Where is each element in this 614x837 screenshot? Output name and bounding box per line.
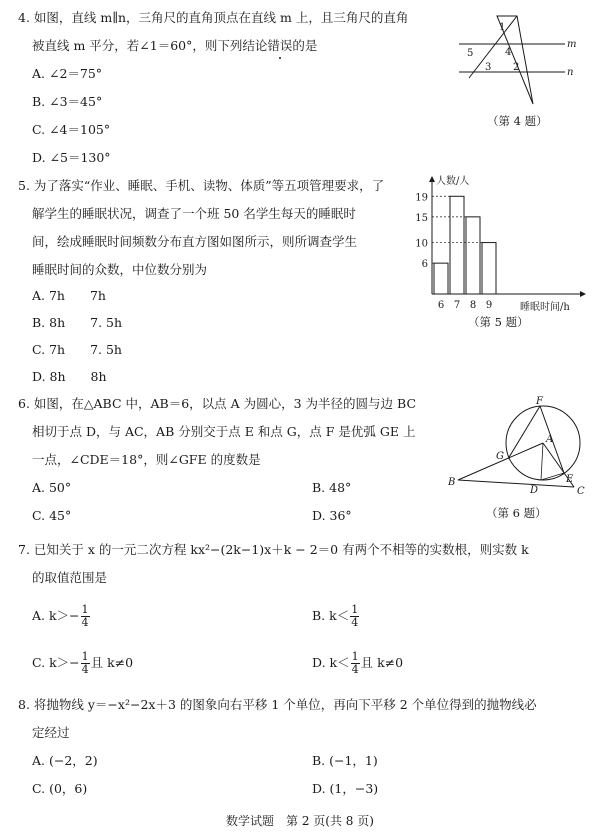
q4-caption: （第 4 题）: [487, 114, 548, 128]
y-axis-arrow: [429, 176, 435, 182]
q6-label-f: F: [536, 396, 543, 407]
q5-stem-line2: 解学生的睡眠状况，调查了一个班 50 名学生每天的睡眠时: [32, 206, 356, 221]
q7-option-b: [312, 603, 360, 629]
q7-b-denominator: 4: [351, 616, 359, 629]
q6-stem-line2: 相切于点 D，与 AC，AB 分别交于点 E 和点 G，点 F 是优弧 GE 上: [32, 424, 416, 439]
q4-angle-3: 3: [485, 62, 492, 73]
q6-stem-line3: 一点，∠CDE＝18°，则∠GFE 的度数是: [32, 452, 261, 467]
q4-angle-4: 4: [505, 47, 512, 58]
q5-option-a: A. 7h 7h: [32, 288, 106, 303]
q7-d-numerator: 1: [351, 650, 359, 663]
q4-stem-line1: 4. 如图，直线 m∥n，三角尺的直角顶点在直线 m 上，且三角尺的直角: [18, 10, 409, 25]
q7-b-numerator: 1: [351, 603, 359, 616]
q6-label-e: E: [566, 474, 574, 485]
q8-stem-line2: 定经过: [32, 725, 70, 740]
q5-histogram: [404, 172, 604, 312]
q5-stem-line4: 睡眠时间的众数，中位数分别为: [32, 262, 208, 277]
y-axis-label: 人数/人: [436, 176, 470, 187]
q7-a-fraction: [81, 604, 90, 629]
q7-stem-line2: 的取值范围是: [32, 570, 108, 585]
q7-b-text: B. k＜: [312, 608, 350, 623]
q8-option-a: A. (−2，2): [32, 753, 98, 768]
q4-emphasis-wrong: 错误: [267, 38, 293, 53]
x-tick-label-9: 9: [485, 300, 493, 311]
q8-option-b: B. (−1，1): [312, 753, 378, 768]
q6-figure: [448, 396, 588, 502]
q6-segment-ad: [541, 443, 543, 480]
q6-option-d: D. 36°: [312, 508, 352, 523]
q8-option-d: D. (1，−3): [312, 781, 379, 796]
q7-d-post: 且 k≠0: [360, 655, 404, 670]
q7-a-numerator: 1: [81, 603, 89, 616]
q4-option-c: C. ∠4＝105°: [32, 122, 111, 137]
q4-option-b: B. ∠3＝45°: [32, 94, 103, 109]
q7-d-denominator: 4: [351, 663, 359, 676]
q6-option-b: B. 48°: [312, 480, 352, 495]
q4-option-a: A. ∠2＝75°: [32, 66, 103, 81]
q7-stem-line1: 7. 已知关于 x 的一元二次方程 kx²−(2k−1)x＋k − 2＝0 有两个不相等的实数根，则实数 k: [18, 542, 529, 557]
q5-option-b: B. 8h 7. 5h: [32, 315, 123, 330]
q7-c-post: 且 k≠0: [90, 655, 134, 670]
q7-option-c: [32, 650, 133, 676]
q8-option-c: C. (0，6): [32, 781, 88, 796]
y-tick-label-10: 10: [415, 238, 428, 250]
q7-d-text: D. k＜: [312, 655, 350, 670]
bar-6: [434, 263, 448, 294]
page-footer: 数学试题 第 2 页(共 8 页): [226, 814, 374, 828]
x-axis-label: 睡眠时间/h: [520, 302, 570, 313]
q4-label-n: n: [567, 67, 574, 78]
q6-label-a: A: [546, 434, 554, 445]
q7-c-denominator: 4: [81, 663, 89, 676]
bar-9: [482, 243, 496, 294]
q7-c-fraction: [81, 651, 90, 676]
q6-caption: （第 6 题）: [486, 506, 547, 520]
q6-stem-line1: 6. 如图，在△ABC 中，AB＝6，以点 A 为圆心，3 为半径的圆与边 BC: [18, 396, 417, 411]
q6-label-d: D: [530, 485, 539, 496]
q6-label-g: G: [496, 451, 504, 462]
q4-angle-5: 5: [467, 48, 474, 59]
q4-angle-1: 1: [499, 22, 506, 33]
q7-option-d: [312, 650, 403, 676]
q7-a-denominator: 4: [81, 616, 89, 629]
q6-segment-bc: [458, 480, 574, 487]
q4-label-m: m: [567, 39, 577, 50]
q7-c-text: C. k＞−: [32, 655, 80, 670]
q5-caption: （第 5 题）: [468, 315, 529, 329]
q6-label-c: C: [577, 486, 585, 497]
q6-option-c: C. 45°: [32, 508, 72, 523]
q4-option-d: D. ∠5＝130°: [32, 150, 111, 165]
bar-8: [466, 217, 480, 294]
x-tick-label-6: 6: [437, 300, 445, 311]
q4-stem-post: 的是: [292, 38, 318, 53]
q6-label-b: B: [448, 477, 456, 488]
y-tick-label-19: 19: [415, 192, 428, 204]
q5-option-d: D. 8h 8h: [32, 369, 107, 384]
q5-option-c: C. 7h 7. 5h: [32, 342, 122, 357]
x-tick-label-7: 7: [453, 300, 461, 311]
y-tick-label-6: 6: [421, 259, 428, 271]
q6-option-a: A. 50°: [32, 480, 72, 495]
x-tick-label-8: 8: [469, 300, 477, 311]
q4-figure: [455, 8, 585, 108]
q4-angle-2: 2: [513, 62, 520, 73]
q7-b-fraction: [350, 604, 359, 629]
q4-stem-line2: [32, 38, 317, 54]
q5-stem-line1: 5. 为了落实“作业、睡眠、手机、读物、体质”等五项管理要求，了: [18, 178, 385, 193]
y-tick-label-15: 15: [415, 212, 428, 224]
q4-stem-pre: 被直线 m 平分，若∠1＝60°，则下列结论: [32, 38, 268, 53]
bar-7: [450, 196, 464, 294]
q5-stem-line3: 间，绘成睡眠时间频数分布直方图如图所示，则所调查学生: [32, 234, 358, 249]
q8-stem-line1: 8. 将抛物线 y＝−x²−2x＋3 的图象向右平移 1 个单位，再向下平移 2 个单位得到的抛物线必: [18, 697, 537, 712]
q7-c-numerator: 1: [81, 650, 89, 663]
q7-a-text: A. k＞−: [32, 608, 80, 623]
x-axis-arrow: [580, 291, 586, 297]
q7-d-fraction: [351, 651, 360, 676]
q7-option-a: [32, 603, 91, 629]
